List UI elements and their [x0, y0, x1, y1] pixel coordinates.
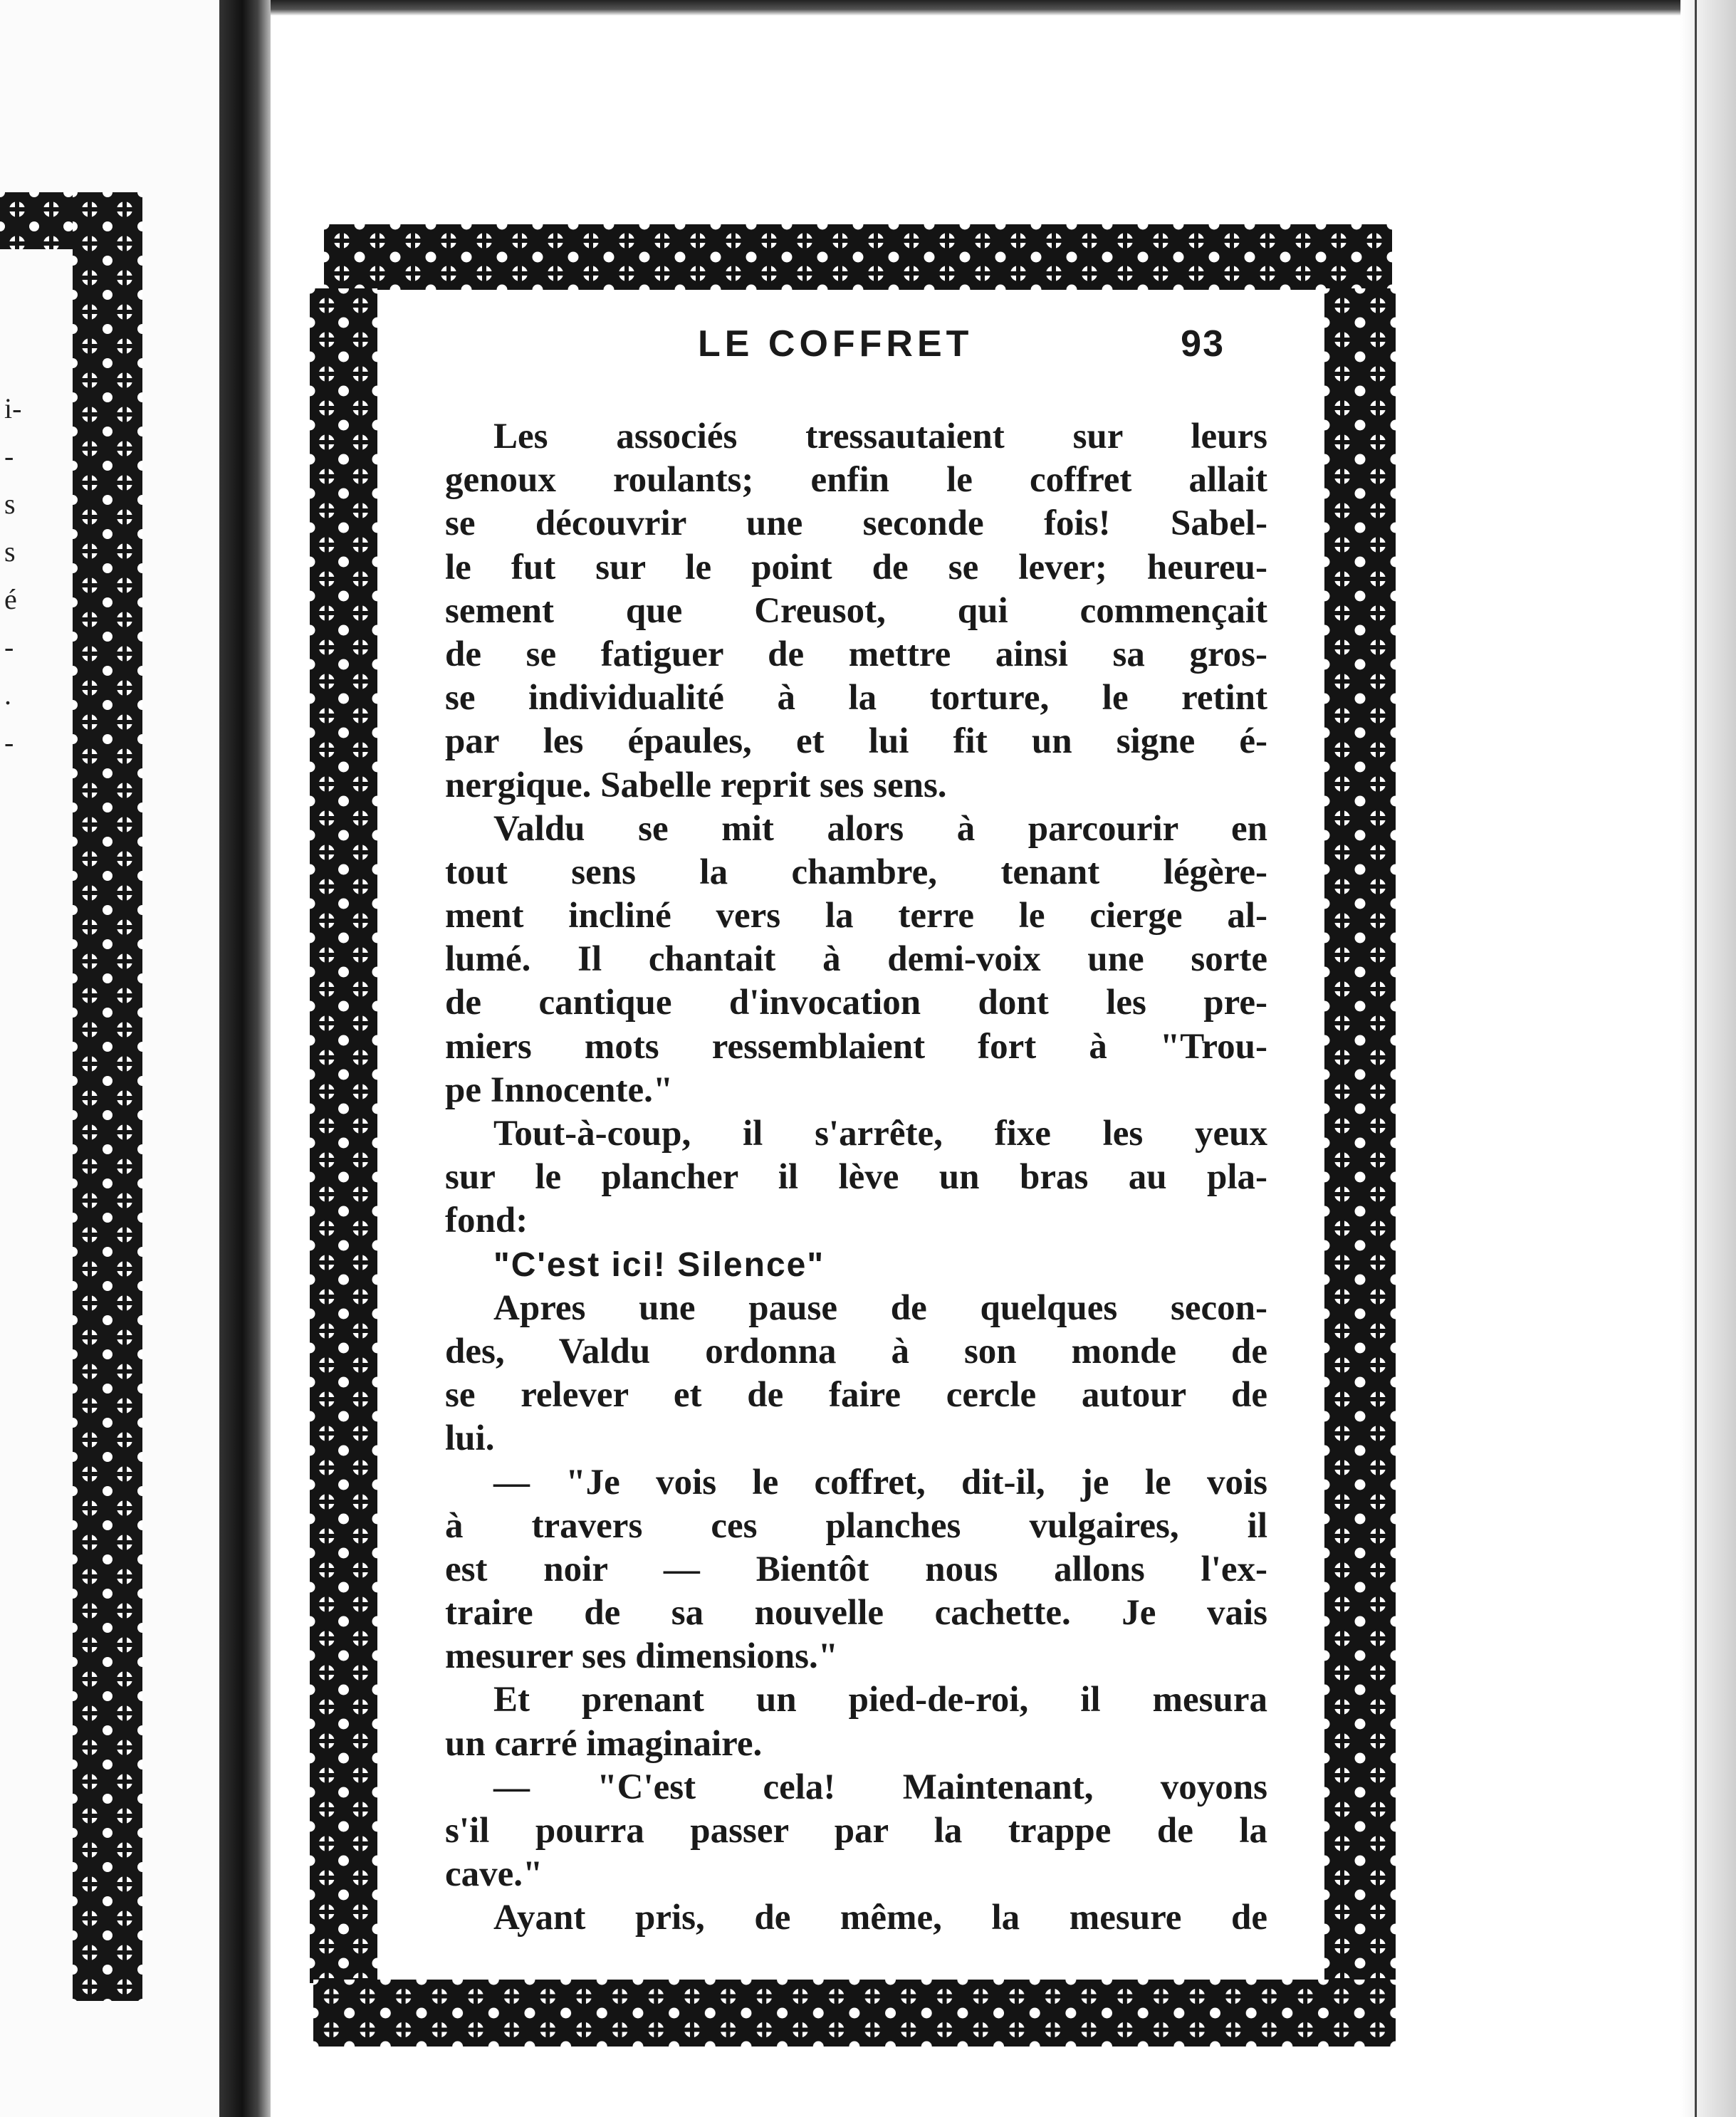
fragment: s: [4, 535, 16, 568]
fragment: i-: [4, 392, 22, 424]
paragraph: [445, 1287, 1267, 1461]
text-line: Et prenant un pied-de-roi, il mesura: [493, 1680, 1267, 1720]
fragment: s: [4, 488, 16, 520]
text-line: traire de sa nouvelle cachette. Je vais: [445, 1593, 1267, 1634]
text-line: se individualité à la torture, le retint: [445, 678, 1267, 718]
exclamation: [445, 1243, 1267, 1287]
text-line: des, Valdu ordonna à son monde de: [445, 1331, 1267, 1371]
text-line: Apres une pause de quelques secon-: [493, 1287, 1267, 1328]
text-line: sur le plancher il lève un bras au pla-: [445, 1157, 1267, 1198]
page-number: 93: [1181, 323, 1225, 365]
text-line: de cantique d'invocation dont les pre-: [445, 983, 1267, 1023]
text-line: ment incliné vers la terre le cierge al-: [445, 896, 1267, 936]
fragment: -: [4, 440, 14, 472]
text-line: Ayant pris, de même, la mesure de: [493, 1898, 1267, 1938]
text-line: lui.: [445, 1418, 495, 1459]
text-line: s'il pourra passer par la trappe de la: [445, 1811, 1267, 1851]
text-line: miers mots ressemblaient fort à "Trou-: [445, 1026, 1267, 1067]
running-head-title: LE COFFRET: [698, 323, 973, 365]
text-line: pe Innocente.": [445, 1070, 674, 1110]
text-line: le fut sur le point de se lever; heureu-: [445, 547, 1267, 587]
text-line: fond:: [445, 1201, 528, 1241]
ornamental-border-right: [1324, 288, 1396, 1983]
previous-page-text-fragments: [4, 385, 23, 766]
text-line: sement que Creusot, qui commençait: [445, 590, 1267, 631]
book-gutter: [219, 0, 271, 2117]
text-line: Valdu se mit alors à parcourir en: [493, 808, 1267, 849]
text-line: tout sens la chambre, tenant légère-: [445, 852, 1267, 892]
ornamental-border-bottom: [313, 1980, 1396, 2047]
text-line: "C'est ici! Silence": [493, 1245, 825, 1284]
text-line: — "C'est cela! Maintenant, voyons: [493, 1767, 1267, 1807]
text-line: un carré imaginaire.: [445, 1723, 763, 1764]
text-line: à travers ces planches vulgaires, il: [445, 1505, 1267, 1546]
text-line: de se fatiguer de mettre ainsi sa gros-: [445, 634, 1267, 674]
fragment: -: [4, 631, 14, 663]
fragment: .: [4, 679, 11, 711]
text-line: mesurer ses dimensions.": [445, 1636, 839, 1677]
paragraph: [445, 1112, 1267, 1243]
fragment: -: [4, 726, 14, 758]
paragraph: [445, 1678, 1267, 1765]
previous-page: [0, 0, 222, 2117]
text-line: se découvrir une seconde fois! Sabel-: [445, 503, 1267, 544]
text-line: se relever et de faire cercle autour de: [445, 1375, 1267, 1416]
paragraph: [445, 807, 1267, 1112]
fragment: é: [4, 583, 17, 615]
paragraph: [445, 1461, 1267, 1679]
paragraph: [445, 1766, 1267, 1897]
ornamental-border-top: [324, 224, 1392, 290]
text-line: par les épaules, et lui fit un signe é-: [445, 721, 1267, 762]
text-line: Tout-à-coup, il s'arrête, fixe les yeux: [493, 1114, 1267, 1154]
text-line: cave.": [445, 1854, 543, 1895]
ornamental-border-left: [310, 288, 377, 1983]
running-head: [445, 317, 1267, 367]
text-line: — "Je vois le coffret, dit-il, je le vois: [493, 1462, 1267, 1502]
text-line: genoux roulants; enfin le coffret allait: [445, 460, 1267, 501]
text-line: Les associés tressautaient sur leurs: [493, 417, 1267, 456]
text-line: lumé. Il chantait à demi-voix une sorte: [445, 939, 1267, 980]
page-text: [445, 317, 1267, 1940]
text-line: nergique. Sabelle reprit ses sens.: [445, 765, 947, 805]
previous-page-border-side: [73, 192, 142, 2001]
text-line: est noir — Bientôt nous allons l'ex-: [445, 1549, 1267, 1589]
paragraph: [445, 415, 1267, 807]
paragraph: [445, 1896, 1267, 1940]
page-right-edge: [1680, 0, 1736, 2117]
